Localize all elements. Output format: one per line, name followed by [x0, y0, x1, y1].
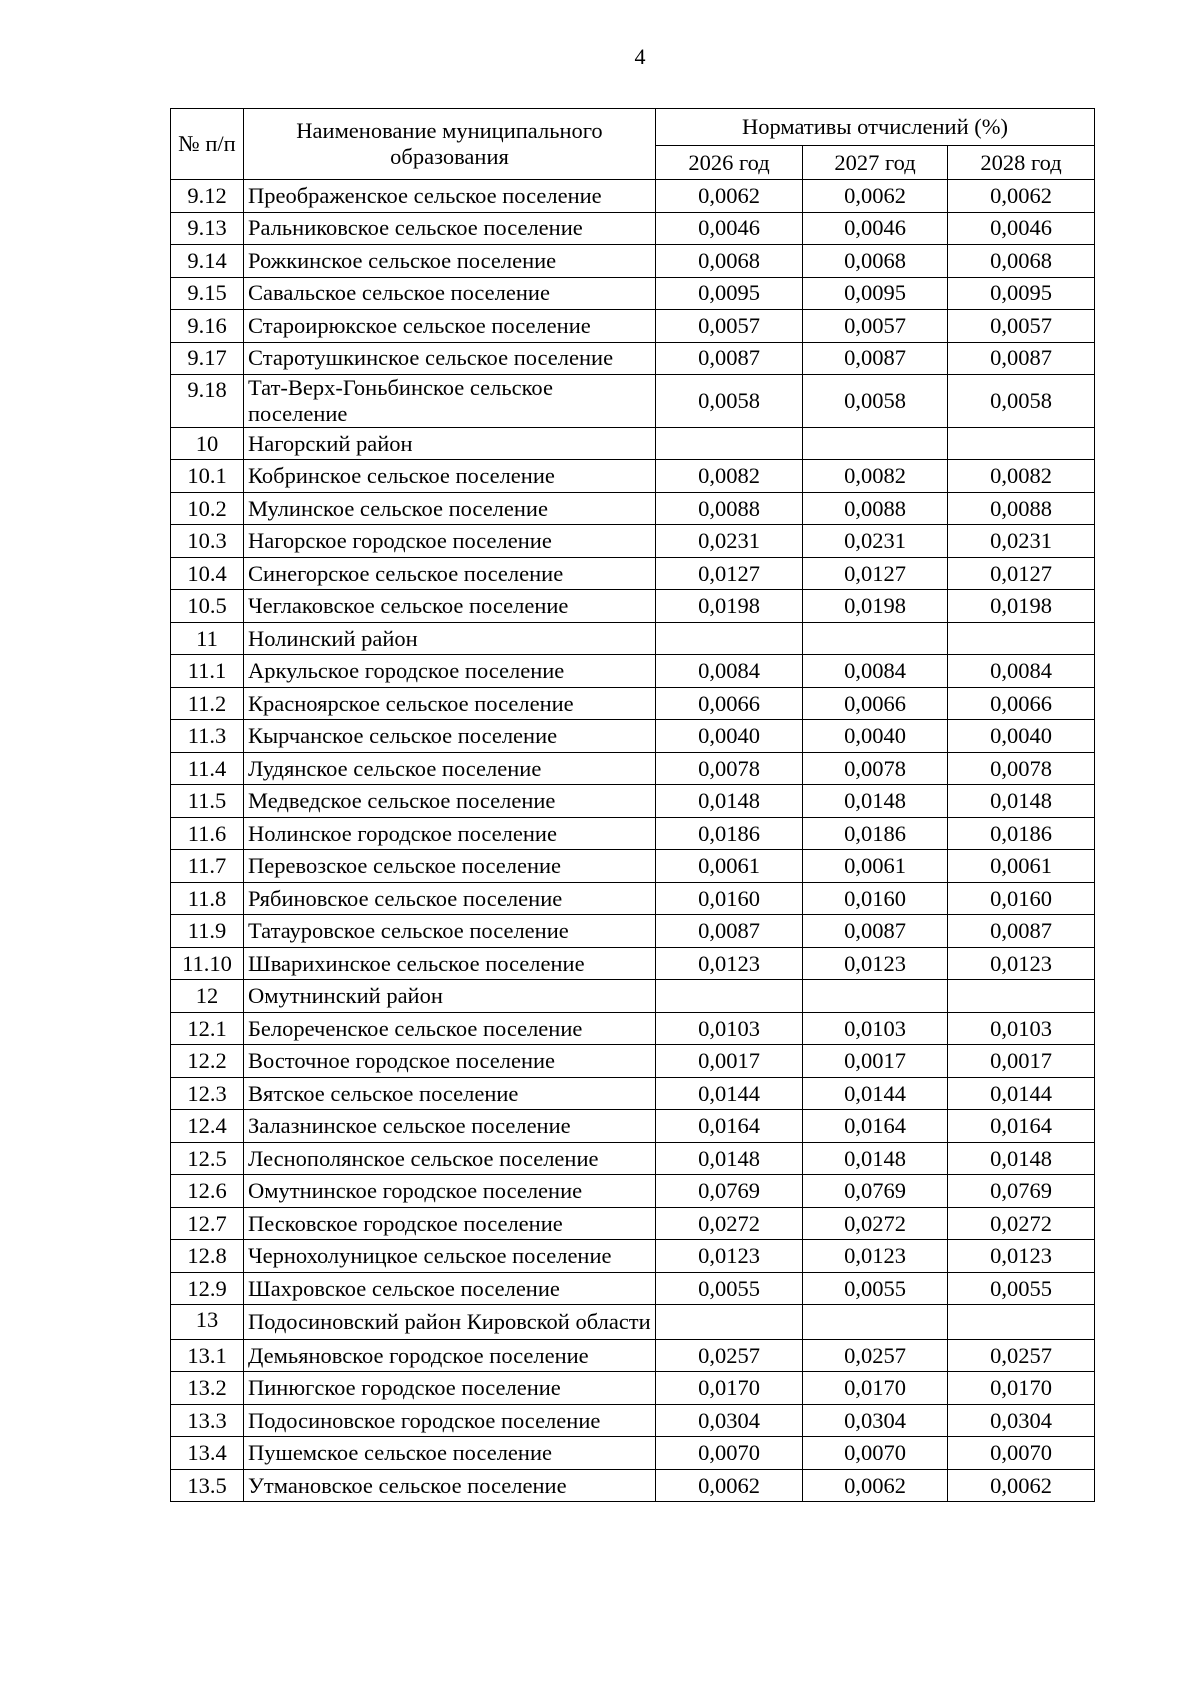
table-row: [171, 1110, 1095, 1143]
row-name: Преображенское сельское поселение: [244, 180, 656, 213]
table-row: [171, 492, 1095, 525]
table-row: [171, 947, 1095, 980]
table-row: [171, 980, 1095, 1013]
table-row: [171, 342, 1095, 375]
row-number: 10: [171, 427, 244, 460]
row-value-2027: 0,0148: [803, 785, 948, 818]
row-value-2028: 0,0231: [948, 525, 1095, 558]
row-value-2026: 0,0062: [656, 180, 803, 213]
row-number: 11.5: [171, 785, 244, 818]
row-name: Чеглаковское сельское поселение: [244, 590, 656, 623]
row-value-2026: 0,0769: [656, 1175, 803, 1208]
row-value-2028: 0,0068: [948, 245, 1095, 278]
row-value-2027: 0,0046: [803, 212, 948, 245]
row-number: 12.2: [171, 1045, 244, 1078]
row-value-2026: 0,0066: [656, 687, 803, 720]
table-row: [171, 1240, 1095, 1273]
row-value-2028: 0,0103: [948, 1012, 1095, 1045]
row-value-2027: 0,0769: [803, 1175, 948, 1208]
table-row: [171, 1045, 1095, 1078]
row-name: Пинюгское городское поселение: [244, 1372, 656, 1405]
row-value-2026: 0,0017: [656, 1045, 803, 1078]
row-value-2026: 0,0058: [656, 375, 803, 428]
row-value-2027: 0,0078: [803, 752, 948, 785]
header-year-2026: 2026 год: [656, 146, 803, 180]
table-row: [171, 590, 1095, 623]
row-value-2026: 0,0164: [656, 1110, 803, 1143]
row-value-2027: 0,0088: [803, 492, 948, 525]
row-name: Мулинское сельское поселение: [244, 492, 656, 525]
row-value-2027: 0,0160: [803, 882, 948, 915]
row-value-2026: 0,0046: [656, 212, 803, 245]
row-name: Омутнинский район: [244, 980, 656, 1013]
row-name: Кобринское сельское поселение: [244, 460, 656, 493]
row-name: Вятское сельское поселение: [244, 1077, 656, 1110]
row-value-2027: 0,0164: [803, 1110, 948, 1143]
row-value-2026: 0,0078: [656, 752, 803, 785]
row-value-2028: 0,0272: [948, 1207, 1095, 1240]
row-name: Староирюкское сельское поселение: [244, 310, 656, 343]
row-name: Савальское сельское поселение: [244, 277, 656, 310]
row-value-2026: 0,0257: [656, 1339, 803, 1372]
norms-table: [170, 108, 1095, 1502]
table-row: [171, 212, 1095, 245]
row-value-2026: [656, 980, 803, 1013]
row-name: Красноярское сельское поселение: [244, 687, 656, 720]
row-value-2026: [656, 622, 803, 655]
row-value-2027: 0,0066: [803, 687, 948, 720]
header-name: Наименование муниципального образования: [244, 109, 656, 180]
row-value-2028: 0,0061: [948, 850, 1095, 883]
row-name: Подосиновское городское поселение: [244, 1404, 656, 1437]
row-number: 13: [171, 1305, 244, 1340]
row-value-2026: 0,0084: [656, 655, 803, 688]
row-value-2028: 0,0257: [948, 1339, 1095, 1372]
row-name: Рябиновское сельское поселение: [244, 882, 656, 915]
table-row: [171, 1077, 1095, 1110]
row-name: Демьяновское городское поселение: [244, 1339, 656, 1372]
row-value-2028: 0,0017: [948, 1045, 1095, 1078]
row-number: 12.5: [171, 1142, 244, 1175]
row-name: Синегорское сельское поселение: [244, 557, 656, 590]
row-number: 9.13: [171, 212, 244, 245]
row-number: 12.7: [171, 1207, 244, 1240]
row-value-2027: [803, 427, 948, 460]
table-row: [171, 1305, 1095, 1340]
row-value-2027: 0,0062: [803, 1469, 948, 1502]
row-value-2027: 0,0068: [803, 245, 948, 278]
row-value-2027: 0,0148: [803, 1142, 948, 1175]
row-value-2026: 0,0231: [656, 525, 803, 558]
table-row: [171, 375, 1095, 428]
table-row: [171, 720, 1095, 753]
table-row: [171, 1339, 1095, 1372]
row-number: 10.4: [171, 557, 244, 590]
row-name: Белореченское сельское поселение: [244, 1012, 656, 1045]
row-value-2027: 0,0040: [803, 720, 948, 753]
table-row: [171, 752, 1095, 785]
row-value-2028: 0,0058: [948, 375, 1095, 428]
row-value-2028: [948, 980, 1095, 1013]
row-value-2026: 0,0170: [656, 1372, 803, 1405]
table-row: [171, 525, 1095, 558]
row-value-2028: [948, 1305, 1095, 1340]
row-name: Залазнинское сельское поселение: [244, 1110, 656, 1143]
row-value-2028: 0,0070: [948, 1437, 1095, 1470]
row-name: Нолинское городское поселение: [244, 817, 656, 850]
row-number: 11: [171, 622, 244, 655]
row-name: Омутнинское городское поселение: [244, 1175, 656, 1208]
table-row: [171, 1142, 1095, 1175]
table-row: [171, 1404, 1095, 1437]
row-value-2027: 0,0144: [803, 1077, 948, 1110]
row-value-2026: 0,0304: [656, 1404, 803, 1437]
row-value-2026: 0,0103: [656, 1012, 803, 1045]
row-value-2027: 0,0095: [803, 277, 948, 310]
row-value-2027: 0,0062: [803, 180, 948, 213]
row-value-2028: 0,0198: [948, 590, 1095, 623]
row-value-2026: 0,0057: [656, 310, 803, 343]
row-value-2026: [656, 1305, 803, 1340]
row-name: Пушемское сельское поселение: [244, 1437, 656, 1470]
table-row: [171, 427, 1095, 460]
table-row: [171, 245, 1095, 278]
table-row: [171, 1272, 1095, 1305]
row-value-2028: 0,0057: [948, 310, 1095, 343]
row-name: Нагорское городское поселение: [244, 525, 656, 558]
row-value-2027: [803, 980, 948, 1013]
row-number: 11.10: [171, 947, 244, 980]
row-value-2027: 0,0055: [803, 1272, 948, 1305]
row-value-2026: 0,0082: [656, 460, 803, 493]
row-value-2027: 0,0231: [803, 525, 948, 558]
row-value-2027: [803, 622, 948, 655]
row-number: 10.5: [171, 590, 244, 623]
row-number: 12.8: [171, 1240, 244, 1273]
table-row: [171, 277, 1095, 310]
row-value-2026: 0,0070: [656, 1437, 803, 1470]
row-value-2026: 0,0095: [656, 277, 803, 310]
row-value-2027: 0,0084: [803, 655, 948, 688]
row-value-2028: 0,0046: [948, 212, 1095, 245]
row-value-2026: 0,0144: [656, 1077, 803, 1110]
row-value-2028: 0,0062: [948, 180, 1095, 213]
row-value-2027: 0,0127: [803, 557, 948, 590]
row-number: 12: [171, 980, 244, 1013]
row-number: 11.7: [171, 850, 244, 883]
row-value-2027: 0,0061: [803, 850, 948, 883]
row-name: Кырчанское сельское поселение: [244, 720, 656, 753]
header-num: № п/п: [171, 109, 244, 180]
row-number: 10.2: [171, 492, 244, 525]
row-value-2027: 0,0087: [803, 915, 948, 948]
row-value-2027: 0,0272: [803, 1207, 948, 1240]
row-name: Ральниковское сельское поселение: [244, 212, 656, 245]
row-value-2026: 0,0088: [656, 492, 803, 525]
row-value-2027: 0,0057: [803, 310, 948, 343]
row-name: Леснополянское сельское поселение: [244, 1142, 656, 1175]
row-name: Восточное городское поселение: [244, 1045, 656, 1078]
row-number: 12.3: [171, 1077, 244, 1110]
row-value-2027: 0,0087: [803, 342, 948, 375]
row-number: 9.18: [171, 375, 244, 428]
row-value-2027: 0,0257: [803, 1339, 948, 1372]
table-row: [171, 622, 1095, 655]
row-value-2026: 0,0087: [656, 915, 803, 948]
row-number: 11.2: [171, 687, 244, 720]
table-row: [171, 1207, 1095, 1240]
row-value-2027: 0,0186: [803, 817, 948, 850]
row-name: Татауровское сельское поселение: [244, 915, 656, 948]
row-value-2028: 0,0082: [948, 460, 1095, 493]
row-number: 9.17: [171, 342, 244, 375]
row-number: 13.2: [171, 1372, 244, 1405]
table-row: [171, 557, 1095, 590]
row-value-2026: [656, 427, 803, 460]
row-value-2026: 0,0123: [656, 947, 803, 980]
row-value-2026: 0,0198: [656, 590, 803, 623]
row-value-2028: 0,0066: [948, 687, 1095, 720]
table-row: [171, 882, 1095, 915]
row-value-2028: 0,0087: [948, 915, 1095, 948]
row-number: 12.1: [171, 1012, 244, 1045]
row-value-2027: 0,0017: [803, 1045, 948, 1078]
row-value-2026: 0,0061: [656, 850, 803, 883]
row-number: 13.3: [171, 1404, 244, 1437]
row-value-2026: 0,0055: [656, 1272, 803, 1305]
row-number: 11.8: [171, 882, 244, 915]
row-number: 11.6: [171, 817, 244, 850]
header-year-2027: 2027 год: [803, 146, 948, 180]
row-number: 9.12: [171, 180, 244, 213]
row-value-2027: 0,0070: [803, 1437, 948, 1470]
row-value-2026: 0,0148: [656, 1142, 803, 1175]
row-value-2028: 0,0095: [948, 277, 1095, 310]
row-value-2026: 0,0087: [656, 342, 803, 375]
row-value-2028: 0,0170: [948, 1372, 1095, 1405]
row-value-2028: 0,0088: [948, 492, 1095, 525]
row-value-2028: 0,0084: [948, 655, 1095, 688]
row-value-2028: 0,0144: [948, 1077, 1095, 1110]
row-value-2028: 0,0769: [948, 1175, 1095, 1208]
row-name: Утмановское сельское поселение: [244, 1469, 656, 1502]
table-row: [171, 1469, 1095, 1502]
row-value-2028: 0,0148: [948, 785, 1095, 818]
row-name: Перевозское сельское поселение: [244, 850, 656, 883]
table-row: [171, 850, 1095, 883]
row-number: 11.4: [171, 752, 244, 785]
row-number: 11.3: [171, 720, 244, 753]
row-name: Подосиновский район Кировской области: [244, 1305, 656, 1340]
row-value-2028: 0,0160: [948, 882, 1095, 915]
table-row: [171, 655, 1095, 688]
row-value-2028: 0,0123: [948, 1240, 1095, 1273]
row-value-2027: 0,0123: [803, 1240, 948, 1273]
table-row: [171, 460, 1095, 493]
row-name: Шахровское сельское поселение: [244, 1272, 656, 1305]
table-row: [171, 310, 1095, 343]
row-name: Нагорский район: [244, 427, 656, 460]
row-number: 9.15: [171, 277, 244, 310]
row-value-2028: 0,0062: [948, 1469, 1095, 1502]
row-value-2026: 0,0186: [656, 817, 803, 850]
row-number: 13.1: [171, 1339, 244, 1372]
row-value-2027: 0,0198: [803, 590, 948, 623]
header-year-2028: 2028 год: [948, 146, 1095, 180]
row-value-2027: 0,0170: [803, 1372, 948, 1405]
row-value-2028: 0,0040: [948, 720, 1095, 753]
row-name: Старотушкинское сельское поселение: [244, 342, 656, 375]
row-value-2028: 0,0127: [948, 557, 1095, 590]
table-row: [171, 1372, 1095, 1405]
row-value-2028: 0,0055: [948, 1272, 1095, 1305]
row-value-2028: 0,0164: [948, 1110, 1095, 1143]
table-row: [171, 1175, 1095, 1208]
row-value-2028: 0,0148: [948, 1142, 1095, 1175]
table-row: [171, 1012, 1095, 1045]
table-body: [171, 180, 1095, 1502]
row-value-2027: 0,0058: [803, 375, 948, 428]
row-value-2026: 0,0062: [656, 1469, 803, 1502]
row-number: 11.1: [171, 655, 244, 688]
row-value-2028: [948, 622, 1095, 655]
row-name: Лудянское сельское поселение: [244, 752, 656, 785]
row-name: Шварихинское сельское поселение: [244, 947, 656, 980]
row-name: Нолинский район: [244, 622, 656, 655]
row-value-2027: 0,0103: [803, 1012, 948, 1045]
table-row: [171, 817, 1095, 850]
row-name: Рожкинское сельское поселение: [244, 245, 656, 278]
row-value-2026: 0,0160: [656, 882, 803, 915]
table-row: [171, 1437, 1095, 1470]
row-name: Аркульское городское поселение: [244, 655, 656, 688]
row-name: Чернохолуницкое сельское поселение: [244, 1240, 656, 1273]
row-number: 10.3: [171, 525, 244, 558]
row-number: 9.16: [171, 310, 244, 343]
row-number: 12.6: [171, 1175, 244, 1208]
row-number: 13.5: [171, 1469, 244, 1502]
row-value-2026: 0,0040: [656, 720, 803, 753]
header-norms: Нормативы отчислений (%): [656, 109, 1095, 146]
row-number: 12.9: [171, 1272, 244, 1305]
page-number: 4: [634, 44, 646, 69]
table-row: [171, 915, 1095, 948]
row-value-2028: 0,0078: [948, 752, 1095, 785]
row-value-2028: 0,0304: [948, 1404, 1095, 1437]
table-row: [171, 687, 1095, 720]
row-value-2027: 0,0304: [803, 1404, 948, 1437]
row-name: Тат-Верх-Гоньбинское сельское поселение: [244, 375, 656, 428]
row-value-2026: 0,0127: [656, 557, 803, 590]
row-name: Медведское сельское поселение: [244, 785, 656, 818]
row-name: Песковское городское поселение: [244, 1207, 656, 1240]
row-value-2026: 0,0123: [656, 1240, 803, 1273]
row-value-2027: 0,0082: [803, 460, 948, 493]
row-value-2028: 0,0123: [948, 947, 1095, 980]
table-row: [171, 785, 1095, 818]
row-value-2028: [948, 427, 1095, 460]
row-value-2027: 0,0123: [803, 947, 948, 980]
row-value-2028: 0,0087: [948, 342, 1095, 375]
table-row: [171, 180, 1095, 213]
row-number: 12.4: [171, 1110, 244, 1143]
row-value-2026: 0,0068: [656, 245, 803, 278]
row-value-2026: 0,0148: [656, 785, 803, 818]
row-value-2028: 0,0186: [948, 817, 1095, 850]
row-number: 10.1: [171, 460, 244, 493]
row-value-2027: [803, 1305, 948, 1340]
row-number: 9.14: [171, 245, 244, 278]
row-number: 13.4: [171, 1437, 244, 1470]
row-value-2026: 0,0272: [656, 1207, 803, 1240]
row-number: 11.9: [171, 915, 244, 948]
table-header: [171, 109, 1095, 180]
